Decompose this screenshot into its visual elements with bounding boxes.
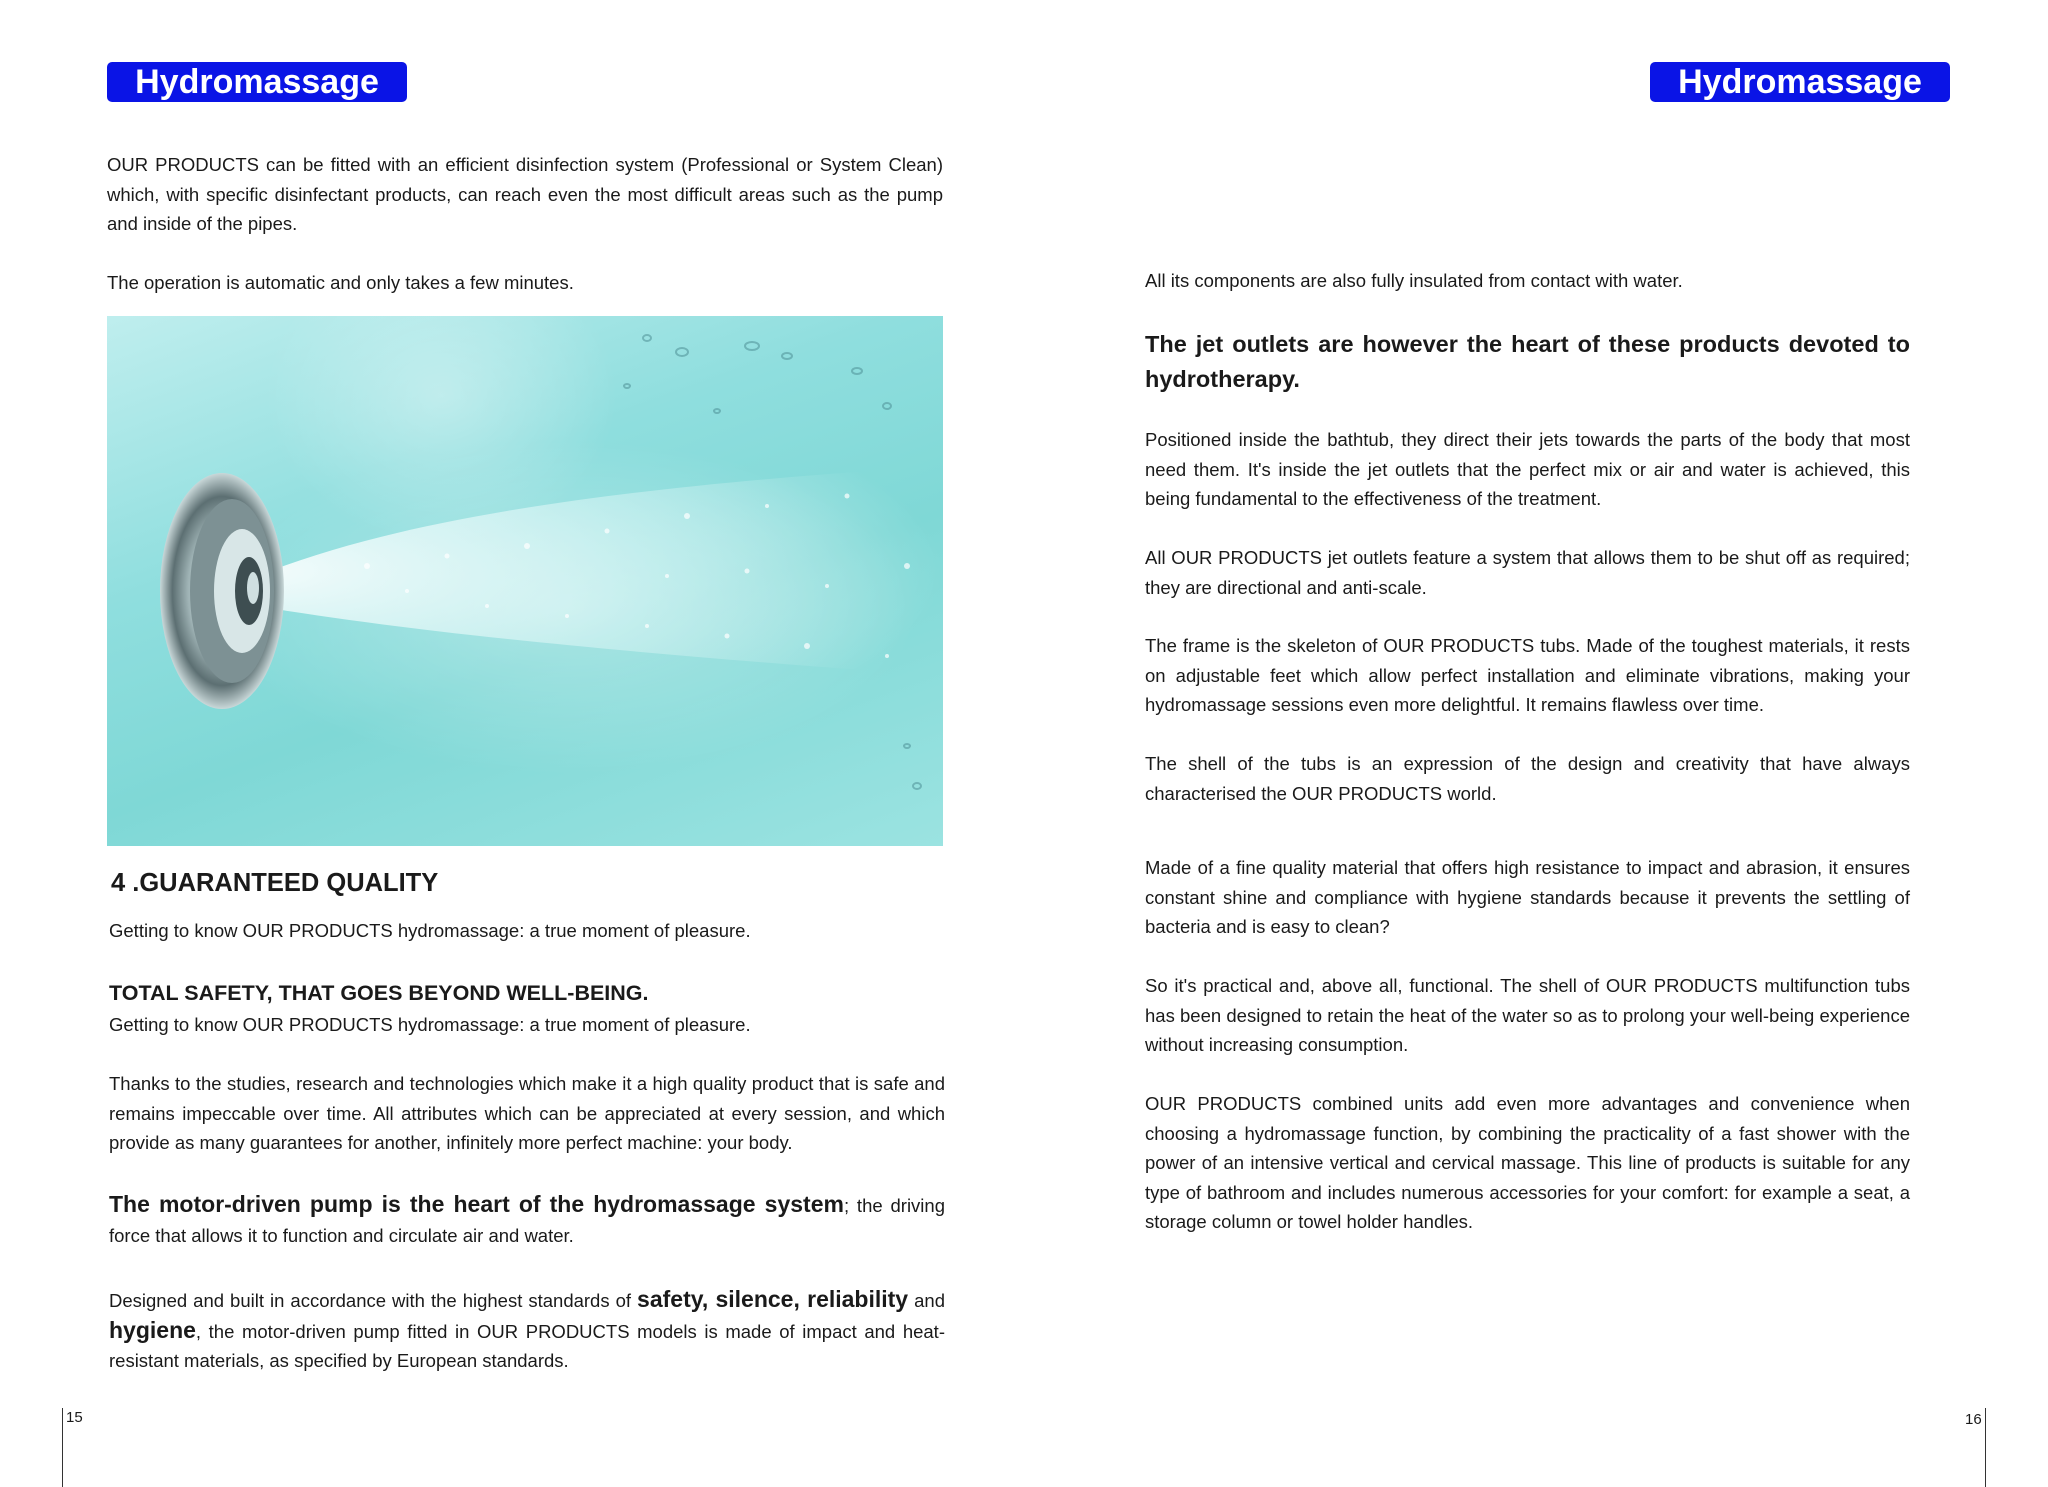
section-intro-paragraph: Getting to know OUR PRODUCTS hydromassage: a true moment of pleasure. xyxy=(109,920,751,941)
shell-paragraph: The shell of the tubs is an expression of the design and creativity that have always characterised the OUR PRODUCTS world. xyxy=(1145,753,1910,804)
positioned-paragraph: Positioned inside the bathtub, they direct their jets towards the parts of the body that most need them. It's inside the jet outlets that the perfect mix or air and water is achieved, this being fundamental to the effectiveness of the treatment. xyxy=(1145,429,1910,509)
hydromassage-jet-photo xyxy=(107,316,943,846)
jet-photo-illustration xyxy=(107,316,943,846)
intro-paragraph: OUR PRODUCTS can be fitted with an efficient disinfection system (Professional or System Clean) which, with specific disinfectant products, can reach even the most difficult areas such as the pump and inside of the pipes. xyxy=(107,154,943,234)
pump-rest-text: ; the driving force that allows it to function and circulate air and water. xyxy=(109,1195,945,1246)
right-page-margin-line xyxy=(1985,1408,1986,1487)
insulated-paragraph: All its components are also fully insulated from contact with water. xyxy=(1145,270,1683,291)
design-text-end: , the motor-driven pump fitted in OUR PRODUCTS models is made of impact and heat-resistant materials, as specified by European standards. xyxy=(109,1320,945,1371)
design-bold-hygiene: hygiene xyxy=(109,1316,196,1343)
jet-outlets-heading: The jet outlets are however the heart of these products devoted to hydrotherapy. xyxy=(1145,331,1910,392)
frame-paragraph: The frame is the skeleton of OUR PRODUCTS tubs. Made of the toughest materials, it rests on adjustable feet which allow perfect installation and eliminate vibrations, making your hydromassage sessions even more delightful. It remains flawless over time. xyxy=(1145,635,1910,715)
combined-units-paragraph: OUR PRODUCTS combined units add even more advantages and convenience when choosing a hydromassage function, by combining the practicality of a fast shower with the power of an intensive vertical and cervical massage. This line of products is suitable for any type of bathroom and includes numerous accessories for your comfort: for example a seat, a storage column or towel holder handles. xyxy=(1145,1093,1910,1232)
design-bold-safety: safety, silence, reliability xyxy=(637,1286,909,1312)
pump-paragraph xyxy=(109,1190,945,1250)
total-safety-heading: TOTAL SAFETY, THAT GOES BEYOND WELL-BEING. xyxy=(109,981,649,1005)
design-paragraph xyxy=(109,1285,945,1376)
practical-paragraph: So it's practical and, above all, functional. The shell of OUR PRODUCTS multifunction tubs has been designed to retain the heat of the water so as to prolong your well-being experience without increasing consumption. xyxy=(1145,975,1910,1055)
safety-intro-paragraph: Getting to know OUR PRODUCTS hydromassage: a true moment of pleasure. xyxy=(109,1014,751,1035)
studies-paragraph: Thanks to the studies, research and technologies which make it a high quality product that is safe and remains impeccable over time. All attributes which can be appreciated at every session, and which provide as many guarantees for another, infinitely more perfect machine: your body. xyxy=(109,1073,945,1153)
jet-features-paragraph: All OUR PRODUCTS jet outlets feature a system that allows them to be shut off as required; they are directional and anti-scale. xyxy=(1145,547,1910,598)
section-title-guaranteed-quality: 4 .GUARANTEED QUALITY xyxy=(111,869,439,897)
pump-bold-phrase: The motor-driven pump is the heart of the hydromassage system xyxy=(109,1191,844,1217)
left-page-margin-line xyxy=(62,1408,63,1487)
design-text-and: and xyxy=(908,1290,945,1311)
header-badge-left: Hydromassage xyxy=(107,62,407,102)
header-badge-right: Hydromassage xyxy=(1650,62,1950,102)
page-number-left: 15 xyxy=(66,1409,83,1426)
design-text-start: Designed and built in accordance with the highest standards of xyxy=(109,1290,638,1311)
page-number-right: 16 xyxy=(1965,1411,1982,1428)
material-paragraph: Made of a fine quality material that offers high resistance to impact and abrasion, it ensures constant shine and compliance with hygiene standards because it prevents the settling of bacteria and is easy to clean? xyxy=(1145,857,1910,937)
operation-paragraph: The operation is automatic and only takes a few minutes. xyxy=(107,272,574,293)
